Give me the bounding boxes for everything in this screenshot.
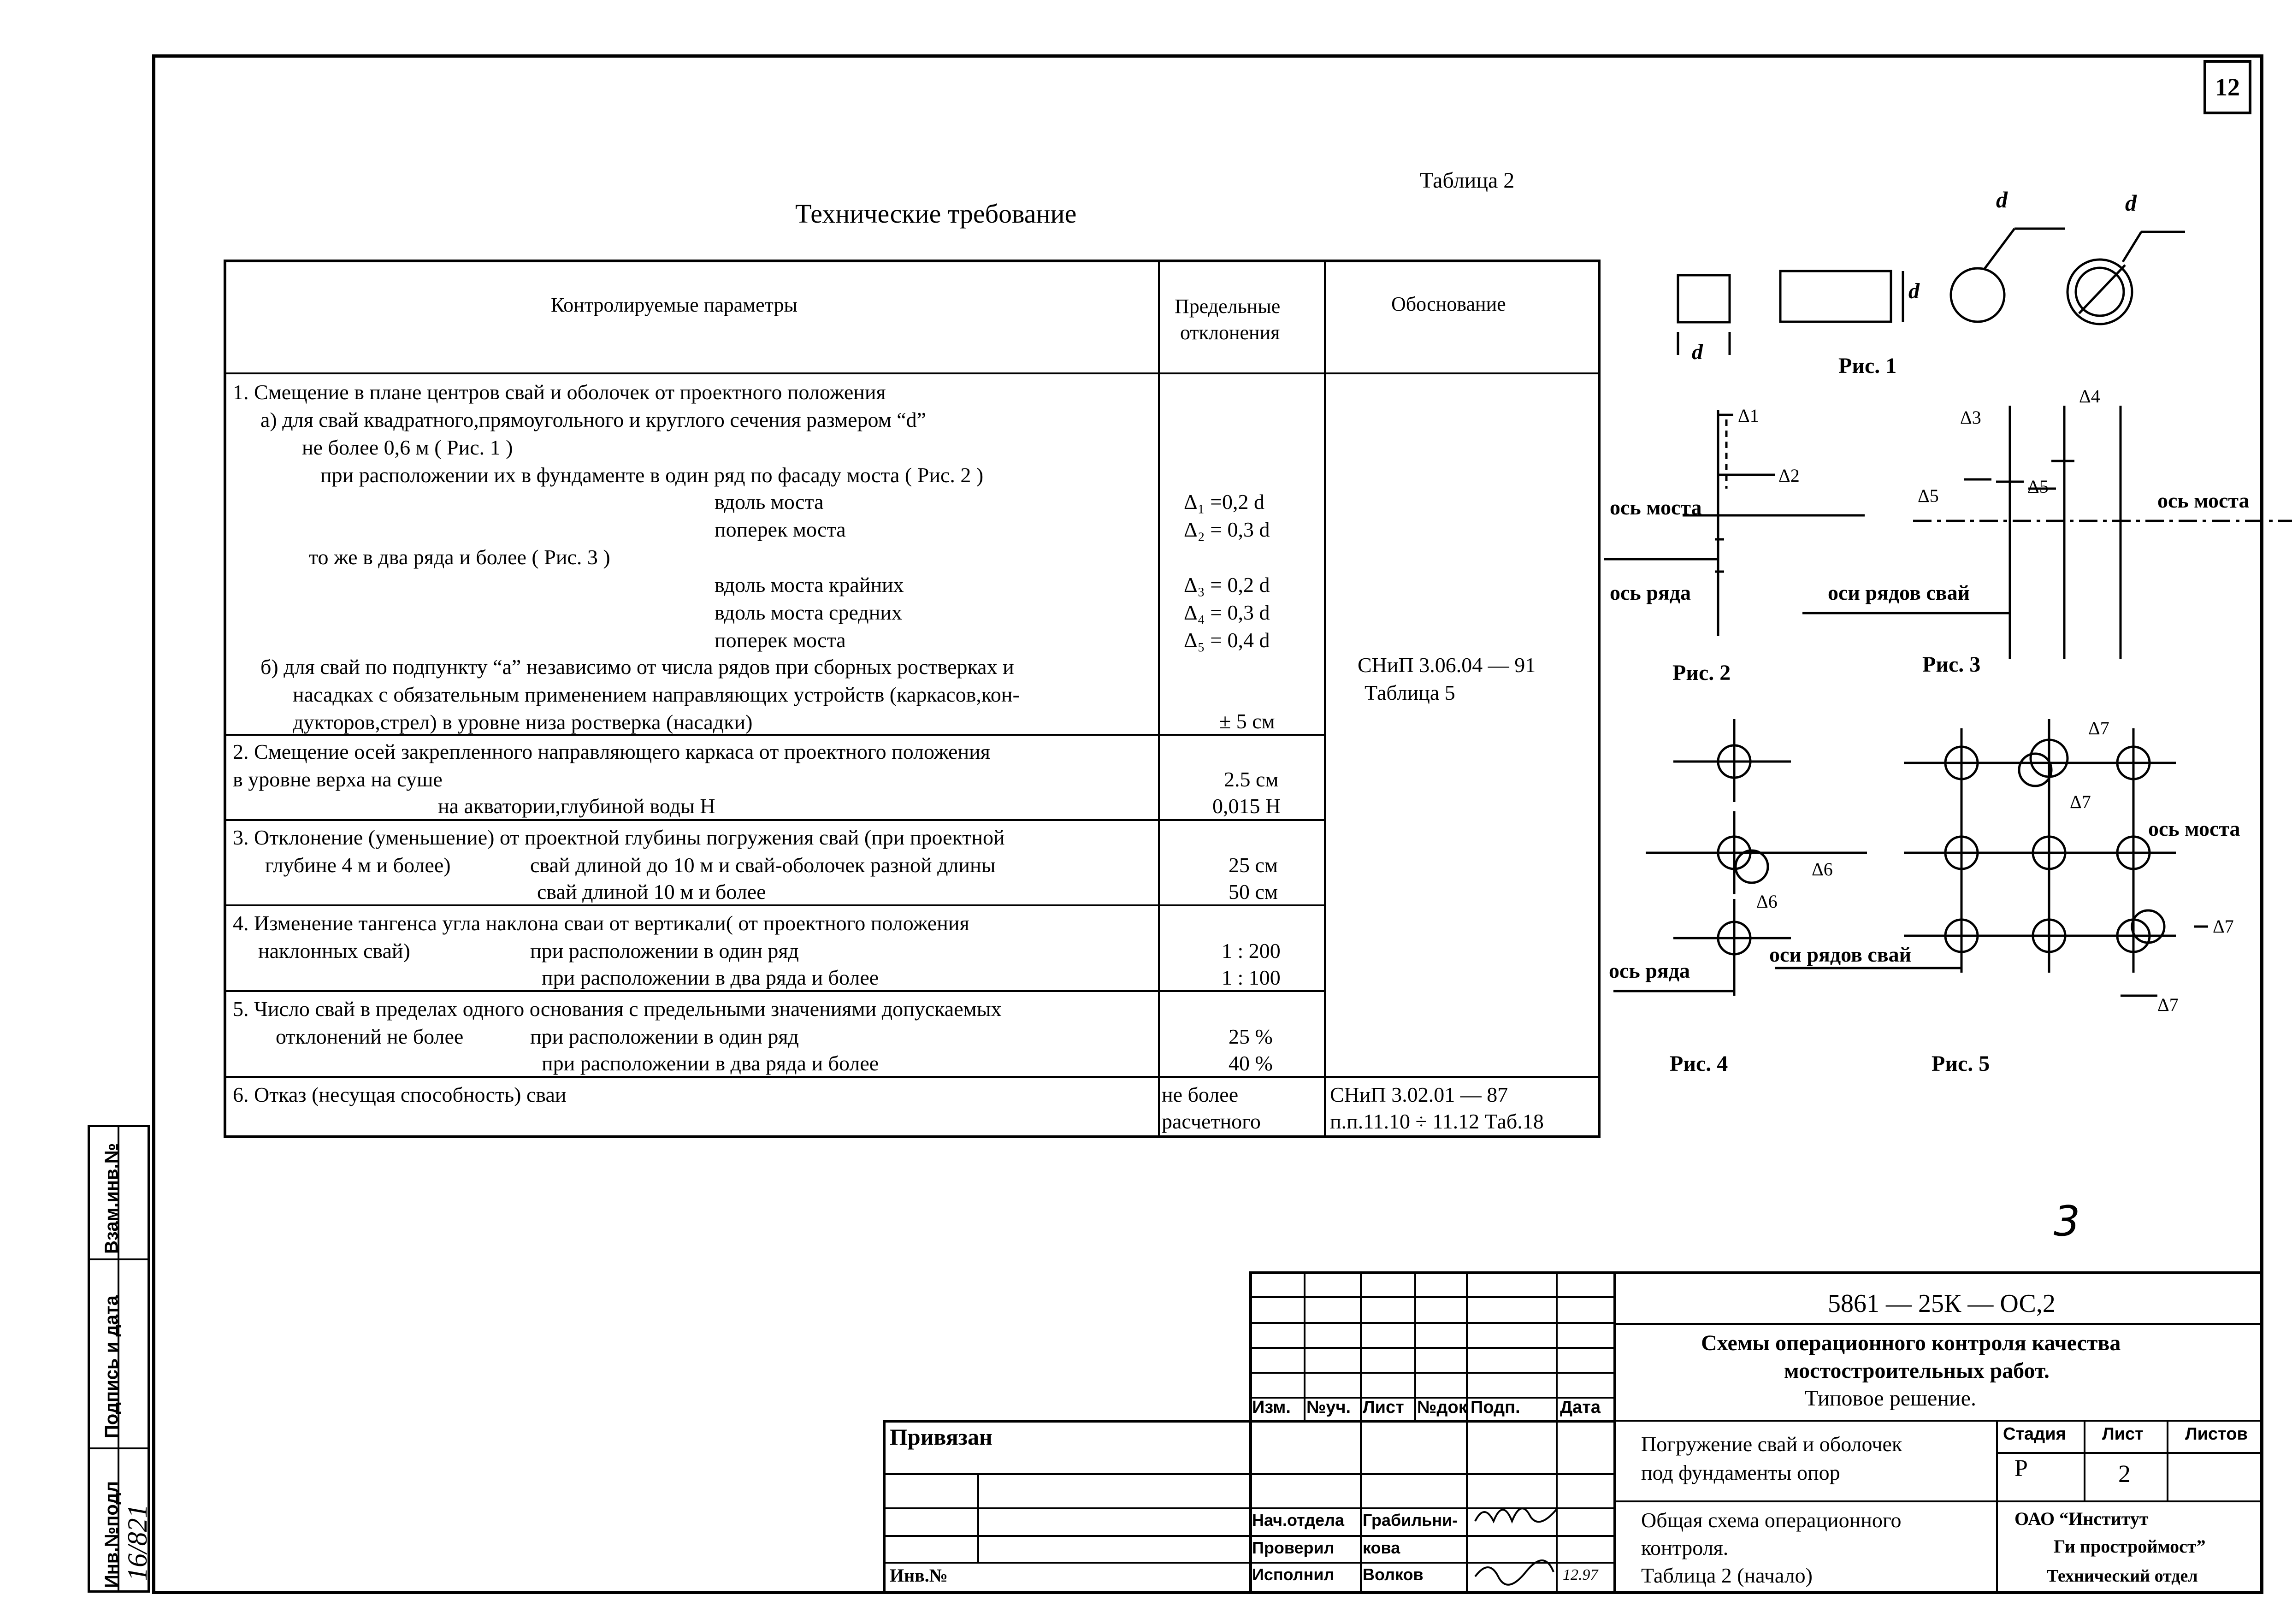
sub2-line1: Общая схема операционного [1641,1508,1902,1532]
delta-5b: Δ5 [2027,476,2049,497]
role-head: Нач.отдела [1252,1511,1345,1530]
header-basis: Обоснование [1391,293,1506,315]
r6-l0: не более [1162,1083,1239,1106]
r3-p3: свай длиной 10 м и более [537,880,766,904]
fig3-axis-bridge: ось моста [2157,489,2250,512]
r6-b0: СНиП 3.02.01 — 87 [1330,1083,1508,1106]
sub1-line1: Погружение свай и оболочек [1641,1432,1902,1456]
r1-l3: Δ₄ = 0,3 d [1184,601,1270,624]
r1-p2: не более 0,6 м ( Рис. 1 ) [302,436,513,459]
name-head: Грабильни- [1363,1511,1458,1530]
bound-label: Привязан [890,1424,992,1450]
inv-label: Инв.№ [890,1565,948,1586]
delta-2: Δ2 [1778,465,1800,486]
fig3-axes-rows: оси рядов свай [1828,581,1970,604]
page-title: Технические требование [795,199,1077,229]
sub2-line3: Таблица 2 (начало) [1641,1564,1813,1587]
r5-p2: при расположении в один ряд [530,1025,799,1048]
stamp-replaced-inv: Взам.инв.№ [101,1143,122,1254]
r4-p2: при расположении в один ряд [530,939,799,963]
fig1-d-label-b: d [2125,190,2137,216]
r2-p2: на акватории,глубиной воды Н [438,794,715,818]
r1-p11: насадках с обязательным применением направляющих устройств (каркасов,кон- [293,683,1020,706]
col-head-nuch: №уч. [1306,1398,1351,1417]
delta-4: Δ4 [2079,386,2100,407]
delta-6b: Δ6 [1756,891,1778,912]
fig3-label: Рис. 3 [1922,652,1981,677]
fig2-axis-row: ось ряда [1610,581,1691,604]
r3-l1: 50 см [1229,880,1278,904]
col-head-izm: Изм. [1252,1398,1291,1417]
name-checker: кова [1363,1538,1400,1557]
fig5-axis-bridge: ось моста [2148,817,2240,840]
role-executor: Исполнил [1252,1565,1335,1584]
r4-p3: при расположении в два ряда и более [542,966,879,989]
stage-head: Стадия [2003,1424,2066,1444]
stamp-signature-date: Подпись и дата [101,1295,122,1438]
header-limits-2: отклонения [1180,321,1280,344]
r6-p0: 6. Отказ (несущая способность) сваи [233,1083,567,1106]
basis-1-5-b: Таблица 5 [1365,681,1455,704]
doc-title-1: Схемы операционного контроля качества [1701,1331,2121,1355]
col-head-podp: Подп. [1471,1398,1520,1417]
r1-p7: вдоль моста крайних [715,573,904,596]
sheet-value: 2 [2118,1460,2131,1488]
delta-7d: Δ7 [2157,994,2179,1015]
r4-l1: 1 : 100 [1222,966,1281,989]
role-checker: Проверил [1252,1538,1335,1557]
r1-p0: 1. Смещение в плане центров свай и оболочек от проектного положения [233,380,886,404]
r2-l0: 2.5 см [1224,768,1279,791]
r2-p1: в уровне верха на суше [233,768,443,791]
r1-p8: вдоль моста средних [715,601,902,624]
col-head-list: Лист [1363,1398,1404,1417]
org-line1: ОАО “Институт [2014,1508,2149,1529]
stage-value: Р [2014,1455,2028,1482]
fig1-label: Рис. 1 [1838,354,1897,378]
header-params: Контролируемые параметры [551,294,798,316]
r2-p0: 2. Смещение осей закрепленного направляющего каркаса от проектного положения [233,740,990,763]
r1-p9: поперек моста [715,628,846,652]
r3-p2: свай длиной до 10 м и свай-оболочек разной длины [530,853,996,877]
r3-p1: глубине 4 м и более) [265,853,451,877]
delta-1: Δ1 [1738,405,1759,426]
r5-p3: при расположении в два ряда и более [542,1051,879,1075]
org-line3: Технический отдел [2047,1566,2198,1586]
r3-p0: 3. Отклонение (уменьшение) от проектной глубины погружения свай (при проектной [233,826,1005,849]
basis-1-5-a: СНиП 3.06.04 — 91 [1358,653,1536,677]
fig4-label: Рис. 4 [1670,1051,1728,1076]
doc-code: 5861 — 25К — ОС,2 [1828,1289,2056,1318]
stamp-inv-number: 16/821 [122,1504,153,1581]
r5-p1: отклонений не более [276,1025,464,1048]
delta-3: Δ3 [1960,407,1981,428]
r6-b1: п.п.11.10 ÷ 11.12 Таб.18 [1330,1110,1544,1133]
fig4-axes-rows: оси рядов свай [1769,943,1912,966]
stamp-inv-orig: Инв.№подл [101,1481,122,1588]
doc-title-2: мостостроительных работ. [1784,1358,2050,1383]
r1-p10: б) для свай по подпункту “а” независимо от числа рядов при сборных ростверках и [260,655,1014,679]
r1-l4: Δ₅ = 0,4 d [1184,628,1270,652]
table-caption: Таблица 2 [1420,168,1515,193]
r1-p6: то же в два ряда и более ( Рис. 3 ) [309,545,610,569]
delta-7c: Δ7 [2213,916,2234,937]
sub2-line2: контроля. [1641,1536,1729,1559]
r1-p12: дукторов,стрел) в уровне низа ростверка (насадки) [293,710,753,734]
r1-l0: Δ₁ =0,2 d [1184,490,1265,514]
r1-p3: при расположении их в фундаменте в один ряд по фасаду моста ( Рис. 2 ) [320,463,984,487]
fig1-d-label-e: d [1908,279,1920,303]
r5-p0: 5. Число свай в пределах одного основания с предельными значениями допускаемых [233,997,1002,1021]
sheet-number: 12 [2203,60,2251,114]
r1-l2: Δ₃ = 0,2 d [1184,573,1270,596]
handwritten-page-mark: 3 [2054,1197,2080,1246]
name-executor: Волков [1363,1565,1424,1584]
sign-date: 12.97 [1563,1566,1598,1583]
fig2-label: Рис. 2 [1672,661,1731,685]
r5-l0: 25 % [1229,1025,1273,1048]
r1-p5: поперек моста [715,518,846,541]
fig1-d-label-a: d [1996,187,2008,213]
delta-7a: Δ7 [2088,718,2109,738]
col-head-ndok: №док [1417,1398,1467,1417]
r3-l0: 25 см [1229,853,1278,877]
r5-l1: 40 % [1229,1051,1273,1075]
r1-p4: вдоль моста [715,490,824,514]
fig1-d-label-c: d [1692,340,1703,364]
delta-5: Δ5 [1918,485,1939,506]
r2-l1: 0,015 Н [1212,794,1281,818]
fig2-axis-bridge: ось моста [1610,496,1702,519]
sub1-line2: под фундаменты опор [1641,1461,1840,1484]
col-head-data: Дата [1560,1398,1601,1417]
r1-p1: а) для свай квадратного,прямоугольного и круглого сечения размером “d” [260,408,927,431]
sheets-head: Листов [2185,1424,2248,1444]
delta-6: Δ6 [1812,859,1833,880]
r4-p1: наклонных свай) [258,939,410,963]
r6-l1: расчетного [1162,1110,1261,1133]
r1-l5: ± 5 см [1219,709,1275,733]
r4-p0: 4. Изменение тангенса угла наклона сваи от вертикали( от проектного положения [233,911,969,935]
header-limits-1: Предельные [1175,295,1281,318]
fig5-label: Рис. 5 [1932,1051,1990,1076]
r1-l1: Δ₂ = 0,3 d [1184,518,1270,541]
delta-7b: Δ7 [2070,791,2091,812]
r4-l0: 1 : 200 [1222,939,1281,963]
org-line2: Ги простроймост” [2054,1536,2206,1557]
sheet-head: Лист [2102,1424,2144,1444]
fig4-axis-row: ось ряда [1609,959,1690,982]
doc-title-3: Типовое решение. [1805,1386,1976,1411]
